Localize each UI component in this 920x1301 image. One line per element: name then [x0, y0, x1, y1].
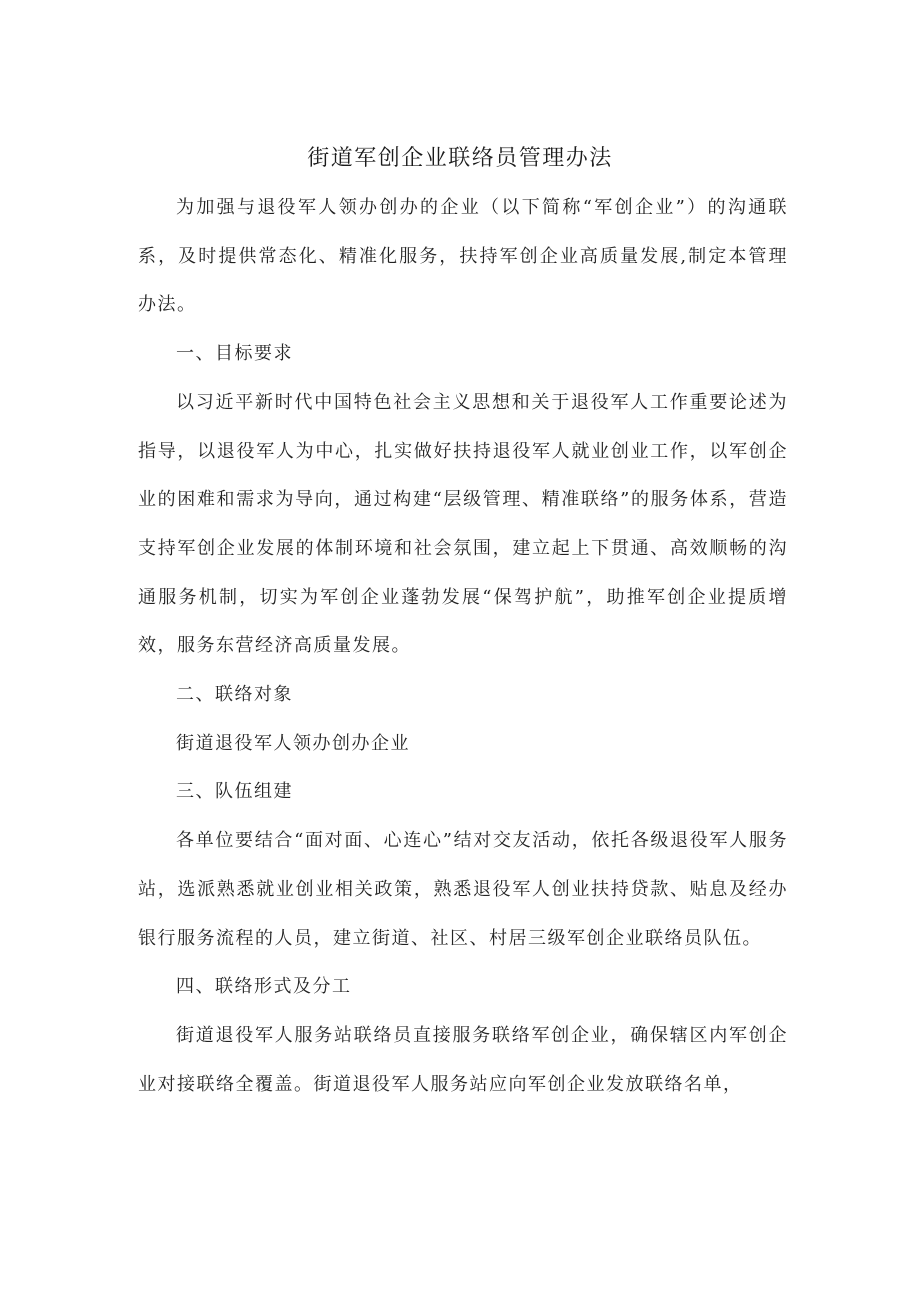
document-body — [138, 184, 788, 1109]
intro-paragraph: 为加强与退役军人领办创办的企业（以下简称“军创企业”）的沟通联系，及时提供常态化、精准化服务，扶持军创企业高质量发展,制定本管理办法。 — [138, 197, 788, 316]
section-heading-contact-targets: 二、联络对象 — [176, 684, 293, 706]
section-heading-contact-forms: 四、联络形式及分工 — [176, 976, 352, 998]
section-paragraph-goals: 以习近平新时代中国特色社会主义思想和关于退役军人工作重要论述为指导，以退役军人为中心，扎实做好扶持退役军人就业创业工作，以军创企业的困难和需求为导向，通过构建“层级管理、精准联络”的服务体系，营造支持军创企业发展的体制环境和社会氛围，建立起上下贯通、高效顺畅的沟通服务机制，切实为军创企业蓬勃发展“保驾护航”，助推军创企业提质增效，服务东营经济高质量发展。 — [138, 391, 788, 657]
section-heading-goals: 一、目标要求 — [176, 343, 293, 365]
section-paragraph-contact-forms: 街道退役军人服务站联络员直接服务联络军创企业，确保辖区内军创企业对接联络全覆盖。街道退役军人服务站应向军创企业发放联络名单， — [138, 1024, 788, 1095]
section-heading-team-building: 三、队伍组建 — [176, 781, 293, 803]
section-paragraph-contact-targets: 街道退役军人领办创办企业 — [176, 732, 410, 754]
section-paragraph-team-building: 各单位要结合“面对面、心连心”结对交友活动，依托各级退役军人服务站，选派熟悉就业创业相关政策，熟悉退役军人创业扶持贷款、贴息及经办银行服务流程的人员，建立街道、社区、村居三级军创企业联络员队伍。 — [138, 830, 788, 949]
document-title: 街道军创企业联络员管理办法 — [307, 146, 613, 171]
